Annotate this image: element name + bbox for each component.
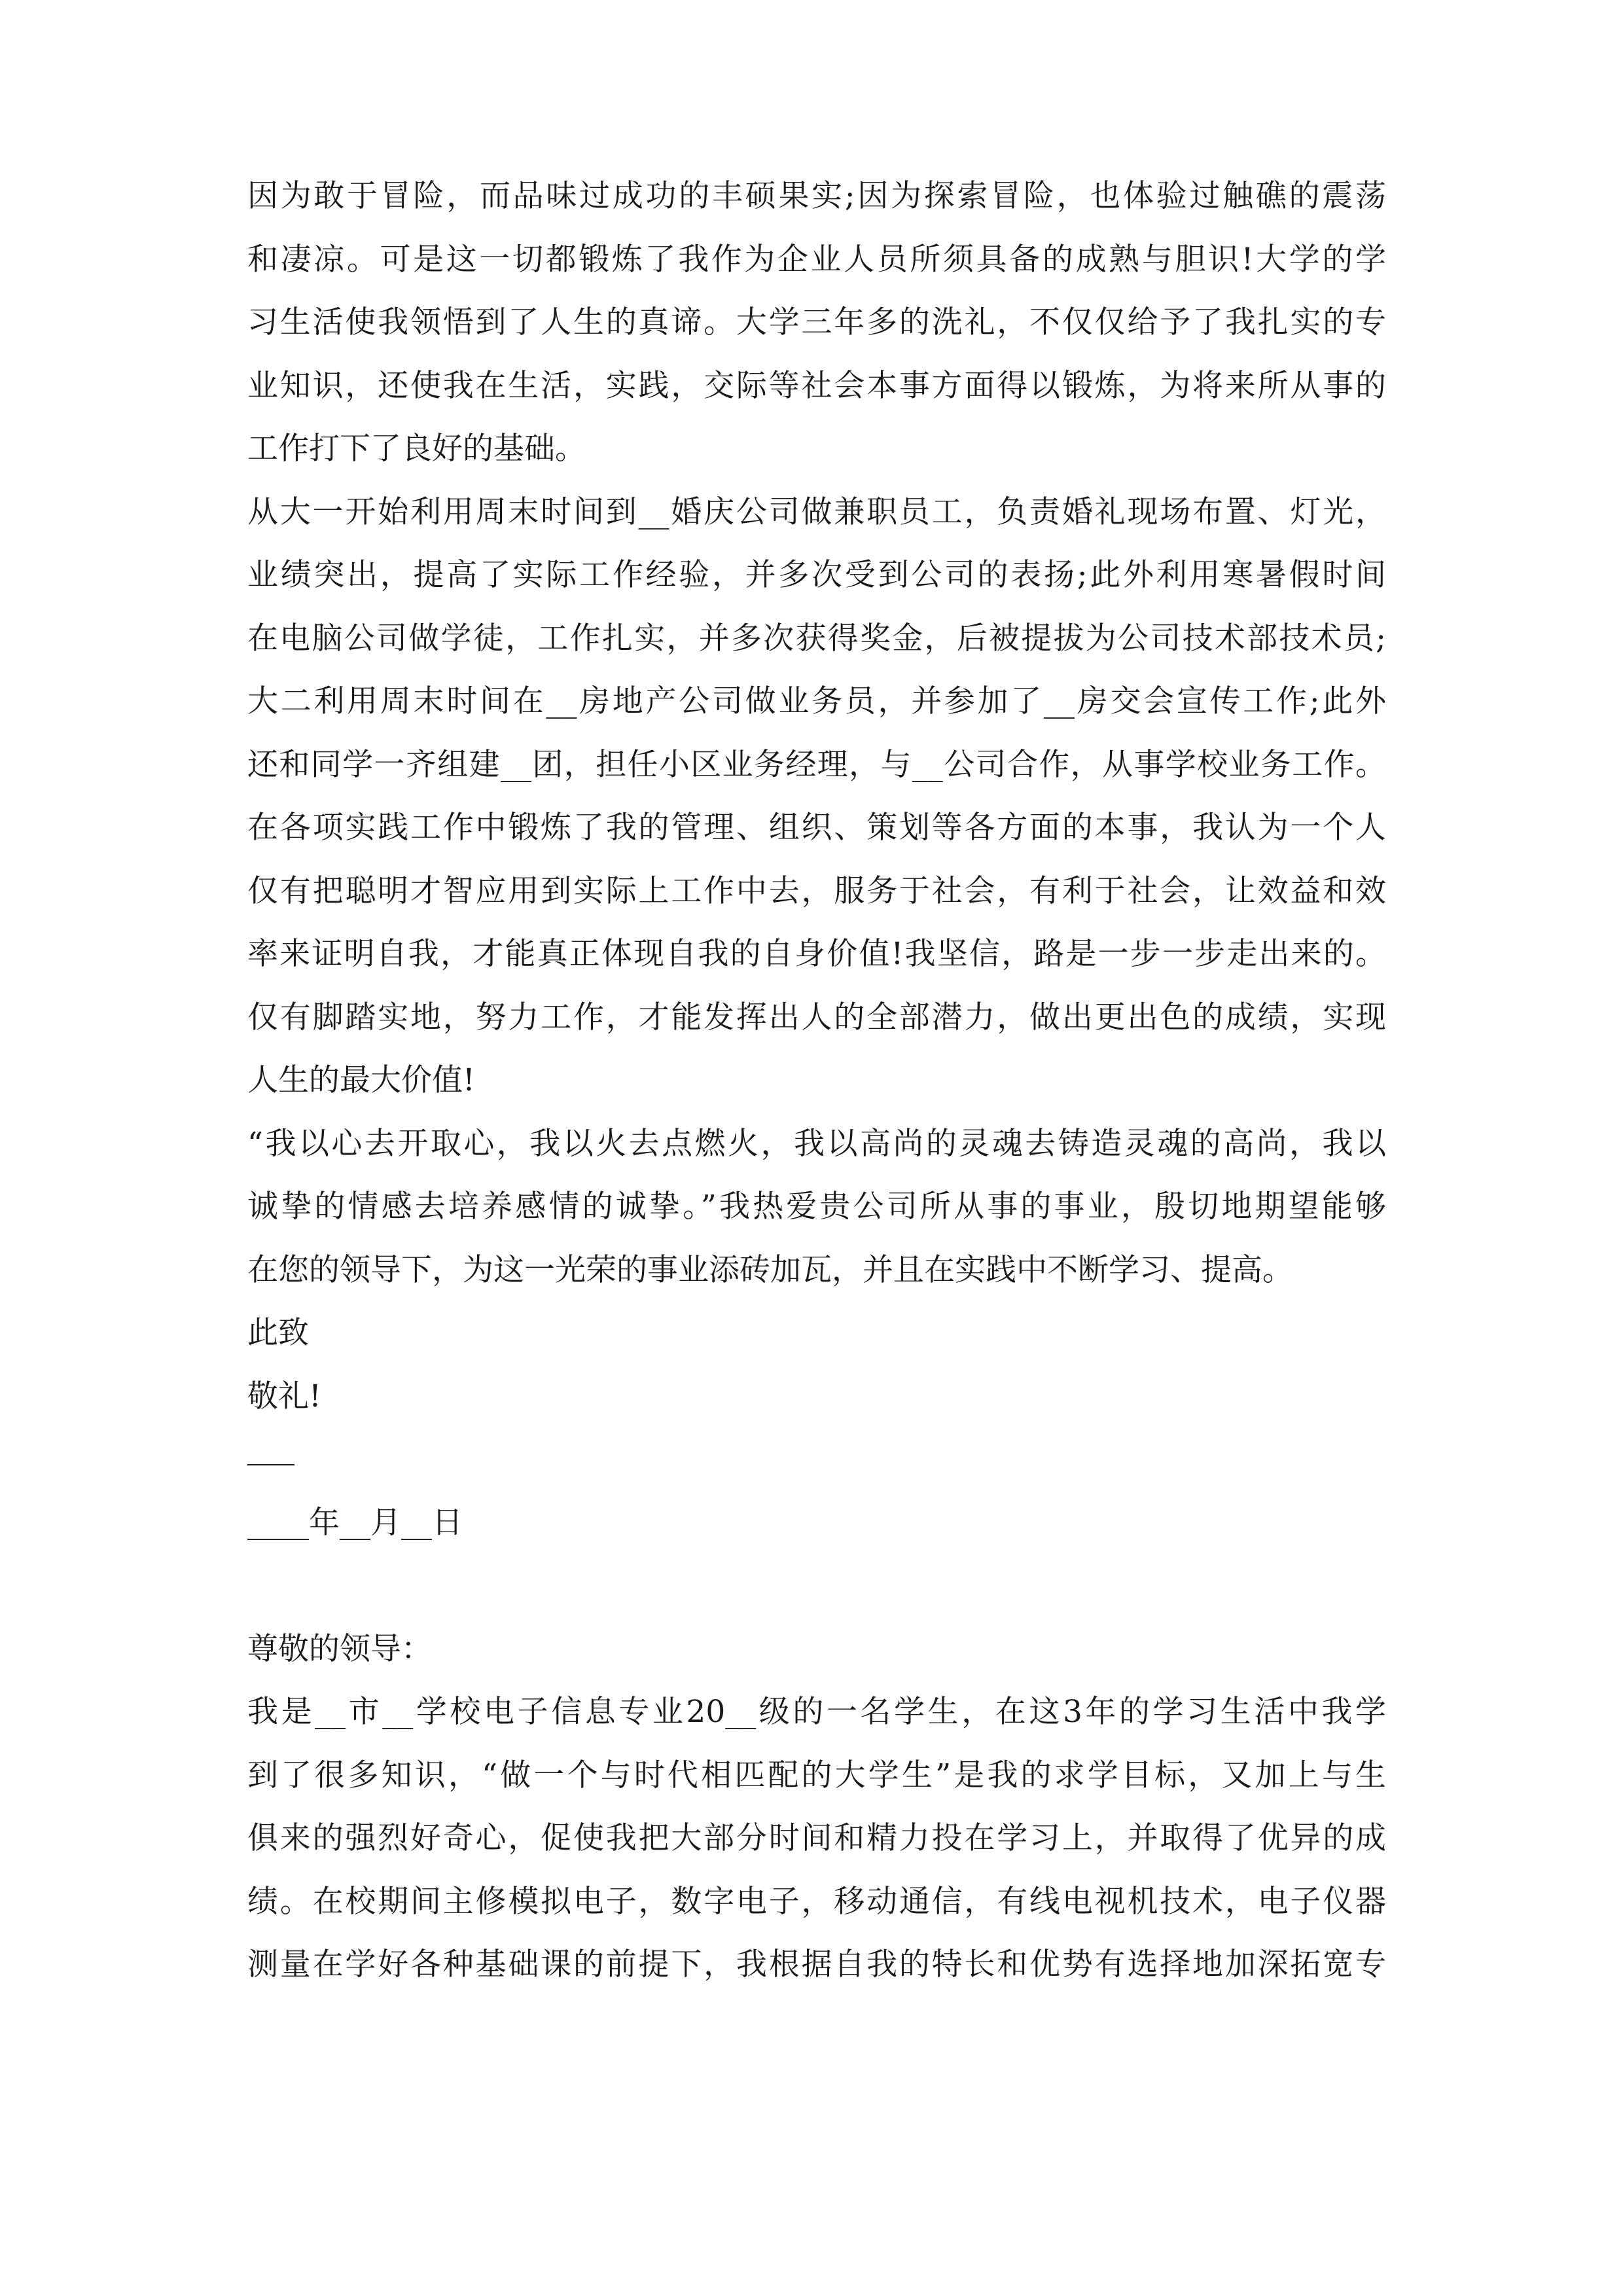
text-line: 仅有把聪明才智应用到实际上工作中去，服务于社会，有利于社会，让效益和效 (247, 872, 1386, 909)
date-line: ____年__月__日 (247, 1504, 463, 1541)
text-line: 俱来的强烈好奇心，促使我把大部分时间和精力投在学习上，并取得了优异的成 (247, 1820, 1386, 1856)
text-line: 在电脑公司做学徒，工作扎实，并多次获得奖金，后被提拔为公司技术部技术员; (247, 620, 1386, 656)
text-line: 仅有脚踏实地，努力工作，才能发挥出人的全部潜力，做出更出色的成绩，实现 (247, 999, 1386, 1035)
text-line: 从大一开始利用周末时间到__婚庆公司做兼职员工，负责婚礼现场布置、灯光， (247, 493, 1386, 530)
text-line: 因为敢于冒险，而品味过成功的丰硕果实;因为探索冒险，也体验过触礁的震荡 (247, 178, 1386, 214)
text-line: 绩。在校期间主修模拟电子，数字电子，移动通信，有线电视机技术，电子仪器 (247, 1883, 1386, 1920)
text-line: 在各项实践工作中锻炼了我的管理、组织、策划等各方面的本事，我认为一个人 (247, 810, 1386, 846)
letter-body (247, 165, 1386, 1997)
text-line: 还和同学一齐组建__团，担任小区业务经理，与__公司合作，从事学校业务工作。 (247, 746, 1386, 783)
text-line: “我以心去开取心，我以火去点燃火，我以高尚的灵魂去铸造灵魂的高尚，我以 (247, 1125, 1386, 1162)
text-line: 大二利用周末时间在__房地产公司做业务员，并参加了__房交会宣传工作;此外 (247, 683, 1386, 719)
salutation: 尊敬的领导： (247, 1630, 432, 1667)
text-line: 工作打下了良好的基础。 (247, 431, 586, 467)
signature-blank (247, 1428, 1386, 1492)
text-line: 习生活使我领悟到了人生的真谛。大学三年多的洗礼，不仅仅给予了我扎实的专 (247, 304, 1386, 340)
text-line: 在您的领导下，为这一光荣的事业添砖加瓦，并且在实践中不断学习、提高。 (247, 1251, 1293, 1288)
text-line: 测量在学好各种基础课的前提下，我根据自我的特长和优势有选择地加深拓宽专 (247, 1946, 1386, 1982)
text-line: 我是__市__学校电子信息专业20__级的一名学生，在这3年的学习生活中我学 (247, 1694, 1386, 1730)
closing-phrase: 此致 (247, 1315, 309, 1351)
letter-divider-space (247, 1554, 1386, 1618)
text-line: 业绩突出，提高了实际工作经验，并多次受到公司的表扬;此外利用寒暑假时间 (247, 557, 1386, 593)
text-line: 到了很多知识，“做一个与时代相匹配的大学生”是我的求学目标，又加上与生 (247, 1757, 1386, 1793)
closing-salute: 敬礼! (247, 1378, 321, 1414)
text-line: 率来证明自我，才能真正体现自我的自身价值!我坚信，路是一步一步走出来的。 (247, 936, 1386, 972)
text-line: 和凄凉。可是这一切都锻炼了我作为企业人员所须具备的成熟与胆识!大学的学 (247, 241, 1386, 278)
text-line: 诚挚的情感去培养感情的诚挚。”我热爱贵公司所从事的事业，殷切地期望能够 (247, 1189, 1386, 1225)
text-line: 人生的最大价值! (247, 1062, 475, 1098)
text-line: 业知识，还使我在生活，实践，交际等社会本事方面得以锻炼，为将来所从事的 (247, 367, 1386, 404)
